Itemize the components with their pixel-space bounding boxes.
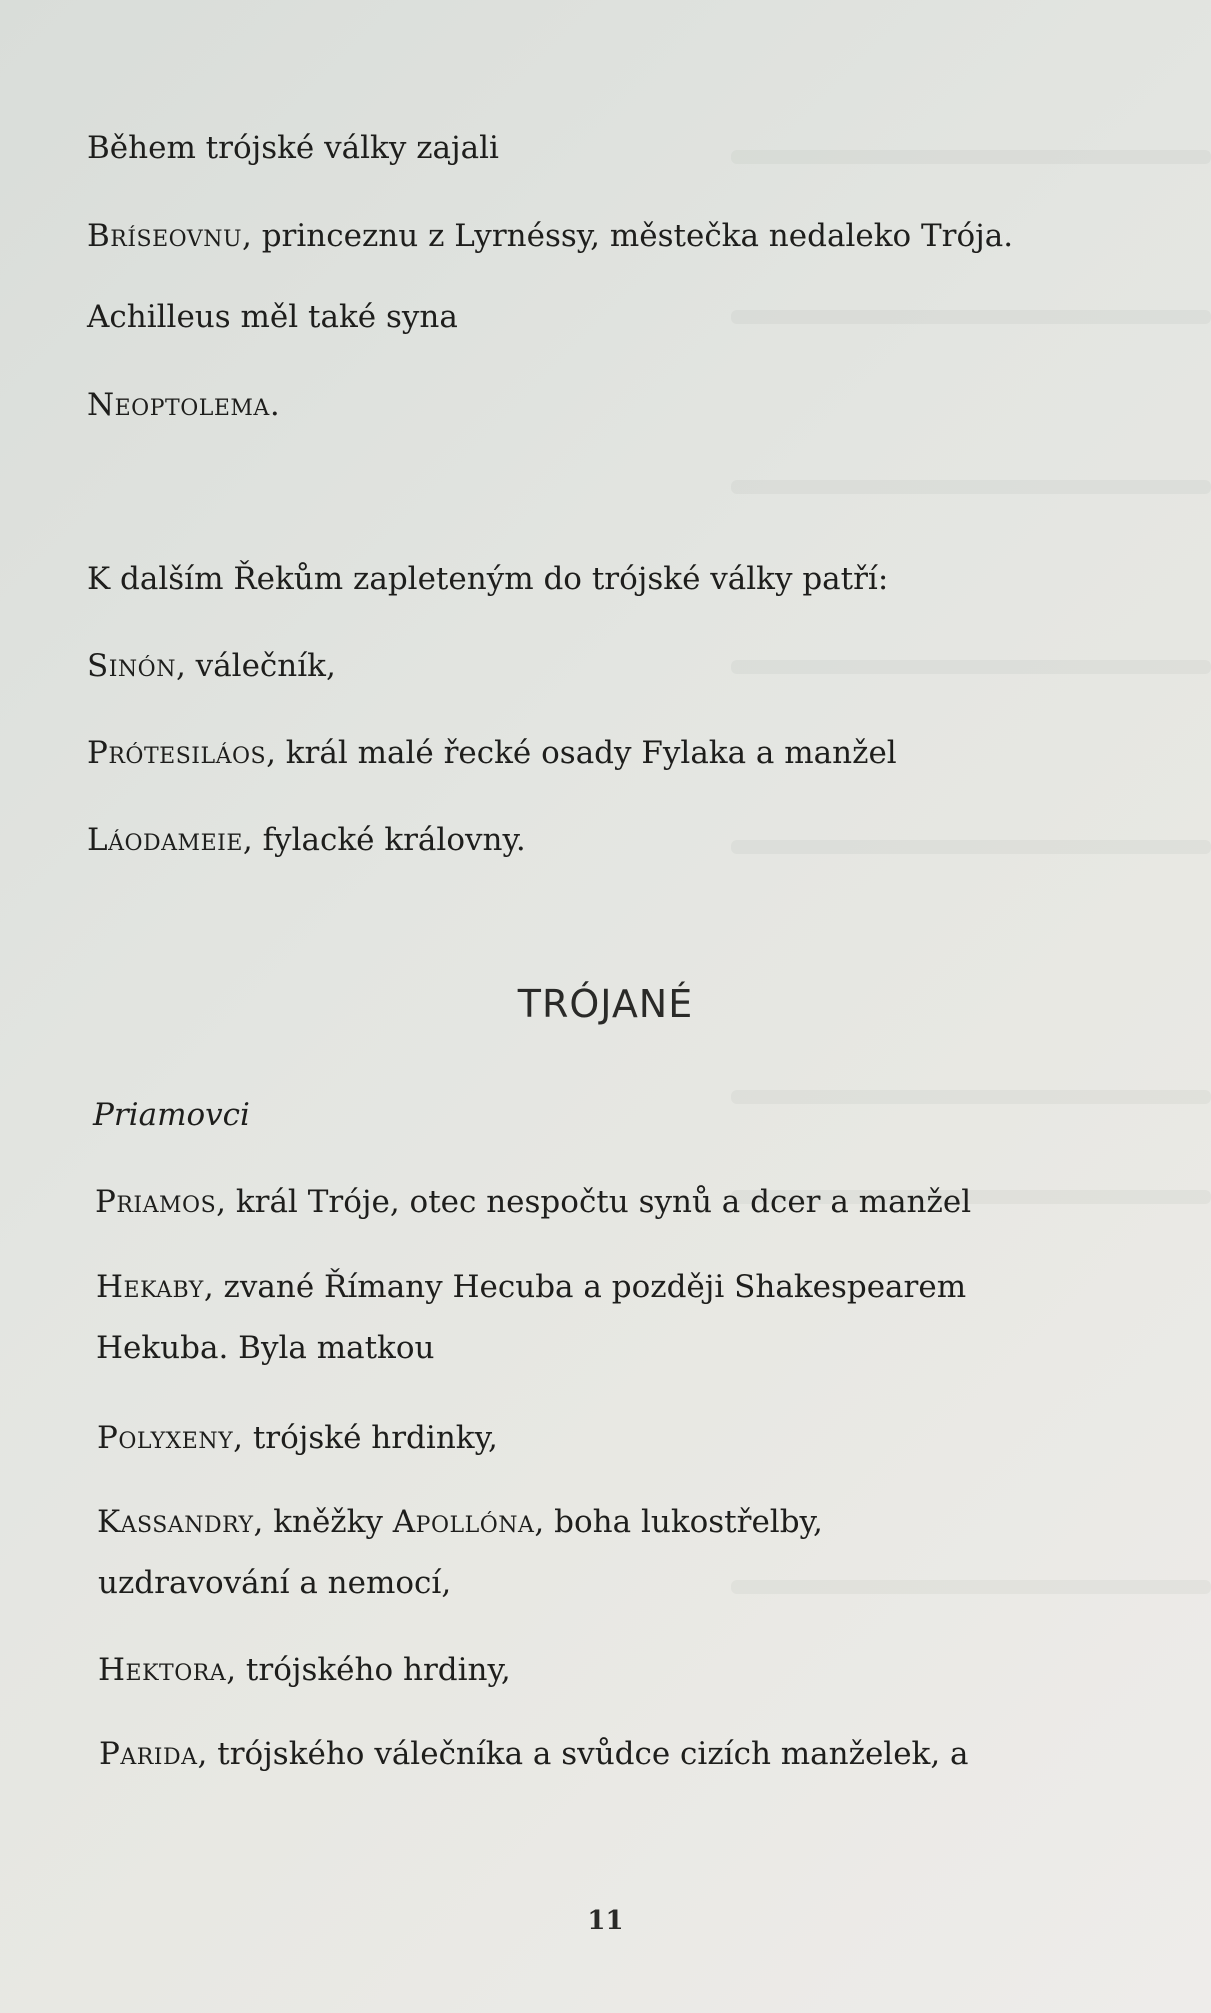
text-line bbox=[87, 559, 888, 599]
text-line bbox=[97, 1418, 498, 1458]
line-text: Achilleus měl také syna bbox=[87, 299, 458, 335]
text-line bbox=[98, 1563, 451, 1603]
line-text: , válečník, bbox=[175, 648, 336, 684]
text-line bbox=[97, 1502, 823, 1542]
line-text: , kněžky bbox=[253, 1504, 393, 1540]
character-name: Apollóna bbox=[392, 1504, 535, 1540]
character-name: Priamos bbox=[95, 1184, 217, 1220]
line-text: uzdravování a nemocí, bbox=[98, 1565, 452, 1601]
line-text: , boha lukostřelby, bbox=[534, 1504, 823, 1540]
section-subheading: Priamovci bbox=[93, 1097, 250, 1133]
page-number: 11 bbox=[587, 1906, 624, 1936]
line-text: , trójské hrdinky, bbox=[233, 1420, 498, 1456]
text-line bbox=[96, 1328, 434, 1368]
text-line bbox=[87, 646, 336, 686]
line-text: , trójského hrdiny, bbox=[226, 1652, 511, 1688]
text-line bbox=[98, 1650, 511, 1690]
text-line bbox=[96, 1267, 966, 1307]
line-text: Hekuba. Byla matkou bbox=[96, 1330, 435, 1366]
character-name: Láodameie bbox=[87, 822, 243, 858]
line-text: . bbox=[269, 387, 280, 423]
character-name: Hekaby bbox=[96, 1269, 204, 1305]
line-text: K dalším Řekům zapleteným do trójské války patří: bbox=[87, 561, 889, 597]
character-name: Hektora bbox=[98, 1652, 227, 1688]
character-name: Neoptolema bbox=[87, 387, 270, 423]
character-name: Prótesiláos bbox=[87, 735, 267, 771]
text-line bbox=[99, 1734, 969, 1774]
text-line bbox=[95, 1182, 971, 1222]
text-line bbox=[87, 216, 1013, 256]
line-text: , fylacké královny. bbox=[242, 822, 526, 858]
bleed-through-shadow bbox=[731, 660, 1211, 674]
character-name: Sinón bbox=[87, 648, 176, 684]
bleed-through-shadow bbox=[731, 480, 1211, 494]
character-name: Bríseovnu bbox=[87, 218, 242, 254]
line-text: , král Tróje, otec nespočtu synů a dcer a manžel bbox=[216, 1184, 972, 1220]
character-name: Polyxeny bbox=[97, 1420, 234, 1456]
line-text: , trójského válečníka a svůdce cizích manželek, a bbox=[197, 1736, 969, 1772]
bleed-through-shadow bbox=[731, 310, 1211, 324]
text-line bbox=[87, 297, 458, 337]
line-text: , princeznu z Lyrnéssy, městečka nedaleko Trója. bbox=[242, 218, 1014, 254]
bleed-through-shadow bbox=[731, 150, 1211, 164]
line-text: Během trójské války zajali bbox=[87, 130, 499, 166]
line-text: , zvané Římany Hecuba a později Shakespearem bbox=[203, 1269, 967, 1305]
bleed-through-shadow bbox=[731, 1090, 1211, 1104]
character-name: Parida bbox=[99, 1736, 198, 1772]
text-line bbox=[87, 128, 499, 168]
bleed-through-shadow bbox=[731, 1580, 1211, 1594]
text-line bbox=[87, 820, 526, 860]
text-line bbox=[87, 385, 280, 425]
text-line bbox=[87, 733, 897, 773]
line-text: , král malé řecké osady Fylaka a manžel bbox=[266, 735, 897, 771]
bleed-through-shadow bbox=[731, 840, 1211, 854]
section-heading: TRÓJANÉ bbox=[517, 982, 694, 1026]
character-name: Kassandry bbox=[97, 1504, 254, 1540]
